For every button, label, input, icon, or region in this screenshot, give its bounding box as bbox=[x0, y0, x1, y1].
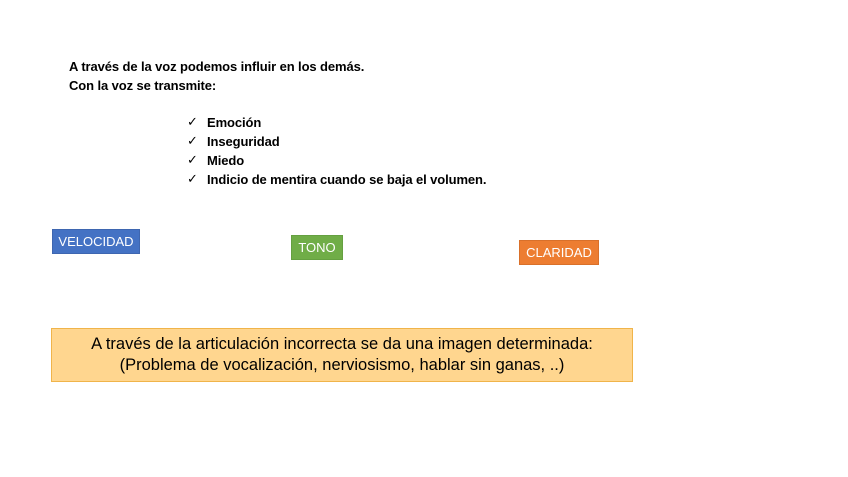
callout-line-1: A través de la articulación incorrecta se da una imagen determinada: bbox=[91, 335, 593, 353]
intro-line-1: A través de la voz podemos influir en los demás. bbox=[69, 59, 365, 74]
callout-line-2: (Problema de vocalización, nerviosismo, hablar sin ganas, ..) bbox=[119, 356, 565, 374]
intro-text bbox=[69, 57, 364, 95]
list-item-label: Miedo bbox=[207, 153, 245, 168]
articulation-callout bbox=[51, 328, 633, 382]
transmitted-list bbox=[187, 113, 486, 189]
list-item bbox=[187, 151, 486, 170]
list-item bbox=[187, 170, 486, 189]
list-item-label: Emoción bbox=[207, 115, 262, 130]
claridad-tag: CLARIDAD bbox=[519, 240, 599, 265]
velocidad-tag: VELOCIDAD bbox=[52, 229, 140, 254]
list-item bbox=[187, 132, 486, 151]
intro-line-2: Con la voz se transmite: bbox=[69, 78, 217, 93]
checkmark-icon: ✓ bbox=[187, 172, 198, 187]
list-item-label: Inseguridad bbox=[207, 134, 280, 149]
list-item-label: Indicio de mentira cuando se baja el volumen. bbox=[207, 172, 487, 187]
tono-tag: TONO bbox=[291, 235, 343, 260]
checkmark-icon: ✓ bbox=[187, 115, 198, 130]
checkmark-icon: ✓ bbox=[187, 153, 198, 168]
checkmark-icon: ✓ bbox=[187, 134, 198, 149]
list-item bbox=[187, 113, 486, 132]
